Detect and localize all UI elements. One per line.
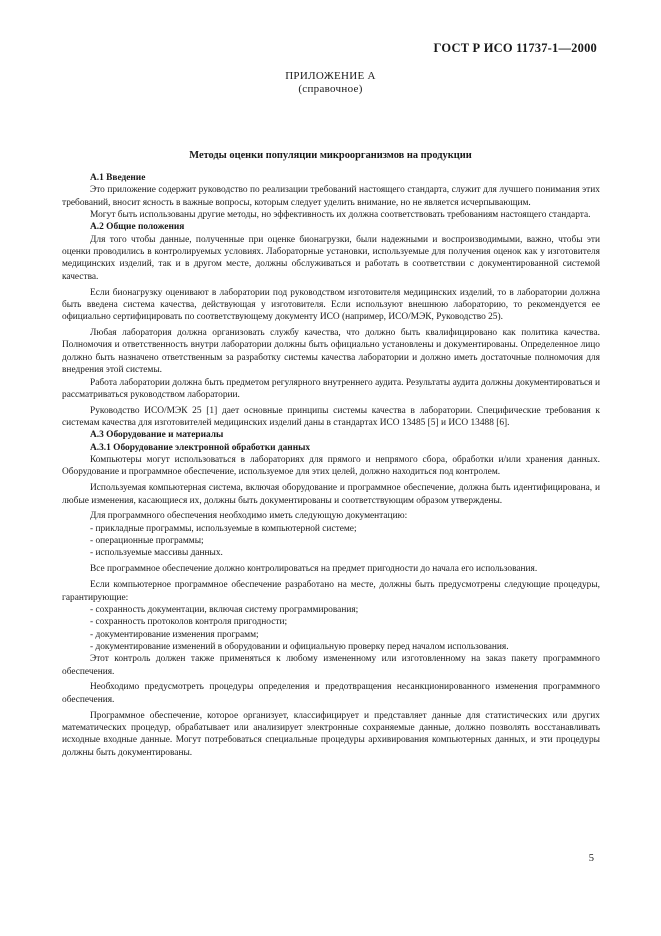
list-item: - прикладные программы, используемые в компьютерной системе; [62, 523, 600, 535]
section-heading-a2: А.2 Общие положения [90, 222, 185, 233]
paragraph: Если бионагрузку оценивают в лаборатории под руководством изготовителя медицинских изделий, то в лаборатории должна быть введена система качества, действующая у изготовителя. Если используют внешнюю лабораторию, то рекомендуется ее официально сертифицировать по соответствующему документу ИСО (например, ИСО/МЭК, Руководство 25). [62, 287, 600, 323]
appendix-title: ПРИЛОЖЕНИЕ А [285, 70, 376, 82]
list-item: - сохранность документации, включая систему программирования; [62, 604, 600, 616]
paragraph: Используемая компьютерная система, включая оборудование и программное обеспечение, должна быть идентифицирована, и любые изменения, касающиеся их, должны быть документированы и соответствующим образом утверждены. [62, 483, 600, 506]
list-item: - документирование изменений в оборудовании и официальную проверку перед началом использования. [62, 641, 600, 653]
paragraph: Все программное обеспечение должно контролироваться на предмет пригодности до начала его использования. [90, 564, 538, 575]
paragraph: Этот контроль должен также применяться к любому измененному или изготовленному на заказ пакету программного обеспечения. [62, 654, 600, 677]
paragraph: Работа лаборатории должна быть предметом регулярного внутреннего аудита. Результаты аудита должны документироваться и рассматриваться руководством лаборатории. [62, 377, 600, 400]
document-title: Методы оценки популяции микроорганизмов на продукции [189, 150, 472, 161]
list-item: - операционные программы; [62, 535, 600, 547]
appendix-subtitle: (справочное) [298, 83, 363, 95]
paragraph: Могут быть использованы другие методы, но эффективность их должна соответствовать требованиям настоящего стандарта. [90, 210, 591, 221]
paragraph: Необходимо предусмотреть процедуры определения и предотвращения несанкционированного изменения программного обеспечения. [62, 682, 600, 705]
page-number: 5 [588, 853, 594, 864]
paragraph: Компьютеры могут использоваться в лабораториях для прямого и непрямого сбора, обработки и/или хранения данных. Оборудование и программное обеспечение, используемое для этих целей, должно находиться под контролем. [62, 455, 600, 478]
paragraph: Для того чтобы данные, полученные при оценке бионагрузки, были надежными и воспроизводимыми, важно, чтобы эти оценки проводились в контролируемых условиях. Лабораторные установки, используемые для получения оценок как у изготовителя медицинских изделий, так и в другом месте, должны обслуживаться и работать в соответствии с документированной системой качества. [62, 234, 600, 282]
section-heading-a3: А.3 Оборудование и материалы [90, 430, 224, 441]
paragraph: Любая лаборатория должна организовать службу качества, что должно быть квалифицировано как политика качества. Полномочия и ответственность внутри лаборатории должны быть официально установлены и документированы. Определенное лицо должно быть назначено ответственным за разработку системы качества лаборатории и должно иметь достаточные полномочия для внедрения этой системы. [62, 328, 600, 376]
list-item: - сохранность протоколов контроля пригодности; [62, 616, 600, 628]
section-heading-a1: А.1 Введение [90, 173, 146, 183]
paragraph: Программное обеспечение, которое организует, классифицирует и представляет данные для статистических или других математических процедур, обрабатывает или анализирует электронные сохраняемые данные, должно позволять восстанавливать исходные входные данные. Могут потребоваться специальные процедуры архивирования компьютерных данных, и эти процедуры должны быть документированы. [62, 710, 600, 758]
list-item: - используемые массивы данных. [62, 547, 600, 559]
subsection-heading-a31: А.3.1 Оборудование электронной обработки данных [90, 442, 311, 453]
paragraph: Это приложение содержит руководство по реализации требований настоящего стандарта, служит для лучшего понимания этих требований, вносит ясность в важные вопросы, которым следует уделить внимание, но не является исчерпывающим. [62, 185, 600, 208]
document-body [62, 172, 600, 759]
list-item: - документирование изменения программ; [62, 629, 600, 641]
paragraph: Если компьютерное программное обеспечение разработано на месте, должны быть предусмотрены следующие процедуры, гарантирующие: [62, 580, 600, 603]
paragraph: Руководство ИСО/МЭК 25 [1] дает основные принципы системы качества в лаборатории. Специфические требования к системам качества для изготовителей медицинских изделий даны в стандартах ИСО 13485 [5] и ИСО 13488 [6]. [62, 405, 600, 429]
standard-header: ГОСТ Р ИСО 11737-1—2000 [433, 41, 597, 55]
paragraph: Для программного обеспечения необходимо иметь следующую документацию: [90, 511, 408, 522]
appendix-heading [0, 70, 661, 96]
